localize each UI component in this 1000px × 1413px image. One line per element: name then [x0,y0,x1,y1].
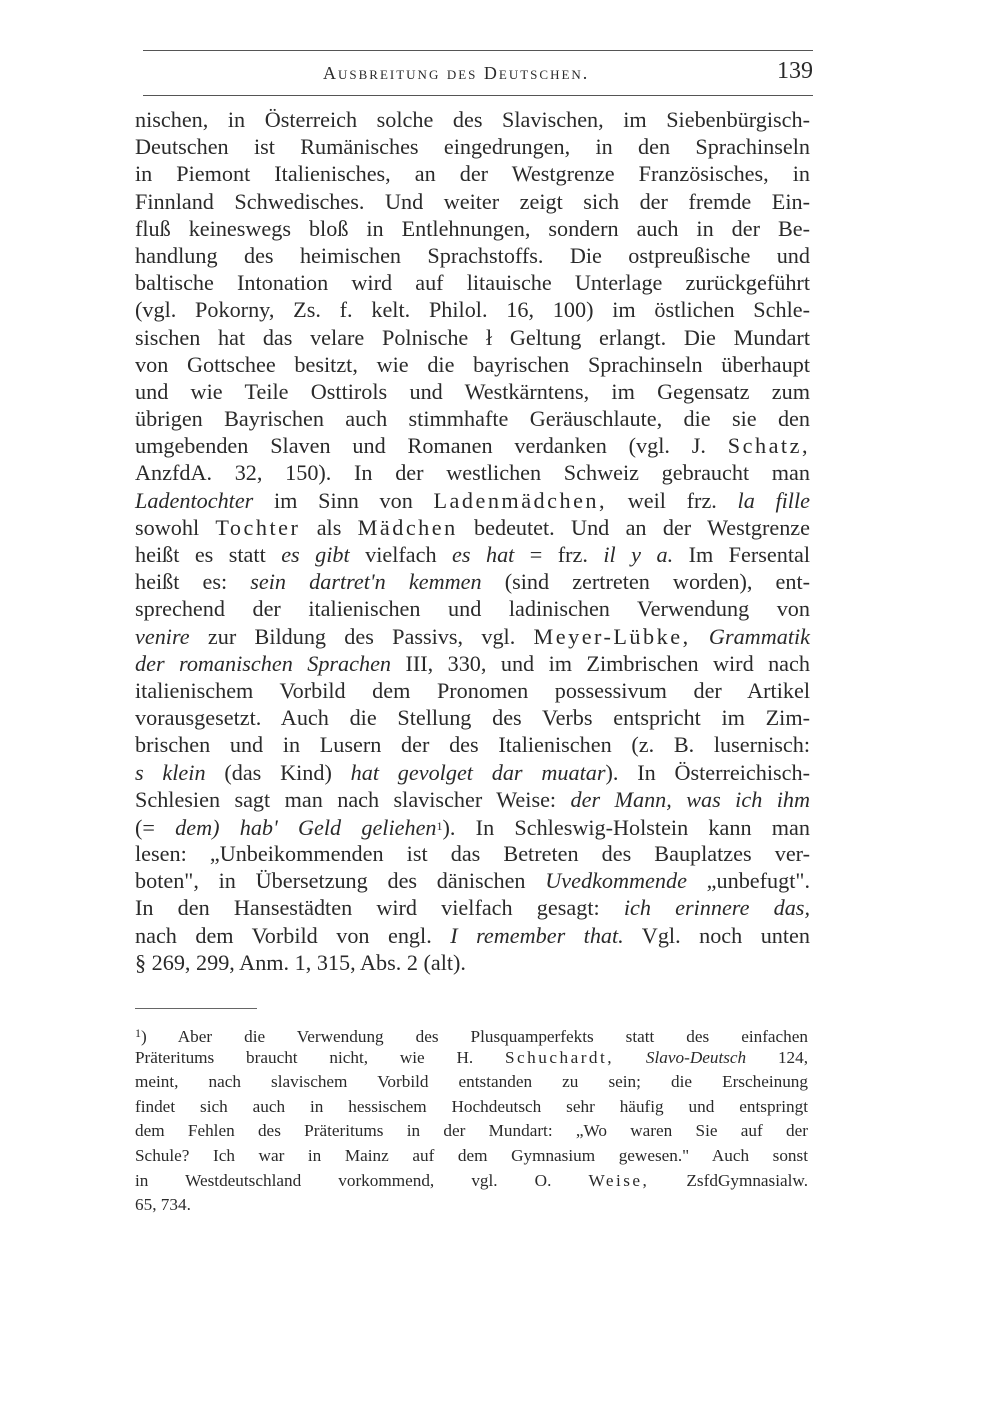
footnote [135,1021,808,1218]
text-line: handlung des heimischen Sprachstoffs. Die ostpreußische und [135,242,810,268]
footnote-line: 65, 734. [135,1195,191,1215]
text-line: AnzfdA. 32, 150). In der westlichen Schweiz gebraucht man [135,460,810,486]
text-line: heißt es statt es gibt vielfach es hat = frz. il y a. Im Fersental [135,542,811,567]
text-line: italienischem Vorbild dem Pronomen possessivum der Artikel [135,677,810,703]
text-line: In den Hansestädten wird vielfach gesagt: ich erinnere das, [135,895,810,921]
text-line: vorausgesetzt. Auch die Stellung des Verbs entspricht im Zim- [135,705,810,731]
text-line: boten", in Übersetzung des dänischen Uvedkommende „unbefugt". [135,868,810,894]
header-rule [143,95,813,96]
top-rule [143,50,813,51]
text-line: § 269, 299, Anm. 1, 315, Abs. 2 (alt). [135,949,466,975]
running-title: Ausbreitung des Deutschen. [323,63,590,83]
footnote-line: findet sich auch in hessischem Hochdeutsch sehr häufig und entspringt [135,1096,808,1116]
running-head [143,60,813,88]
footnote-line: Präteritums braucht nicht, wie H. Schuchardt, Slavo-Deutsch 124, [135,1047,809,1067]
text-line: fluß keineswegs bloß in Entlehnungen, sondern auch in der Be- [135,215,810,241]
footnote-line: Schule? Ich war in Mainz auf dem Gymnasium gewesen." Auch sonst [135,1145,808,1165]
text-line: Schlesien sagt man nach slavischer Weise: der Mann, was ich ihm [135,786,810,812]
text-line: lesen: „Unbeikommenden ist das Betreten des Bauplatzes ver- [135,841,810,867]
text-line: sowohl Tochter als Mädchen bedeutet. Und an der Westgrenze [135,514,810,540]
text-line: von Gottschee besitzt, wie die bayrischen Sprachinseln überhaupt [135,351,810,377]
text-line: sischen hat das velare Polnische ł Geltung erlangt. Die Mundart [135,324,810,350]
text-line: venire zur Bildung des Passivs, vgl. Meyer-Lübke, Grammatik [135,623,810,649]
text-line: (vgl. Pokorny, Zs. f. kelt. Philol. 16, 100) im östlichen Schle- [135,297,810,323]
text-line: nach dem Vorbild von engl. I remember that. Vgl. noch unten [135,922,810,948]
footnote-marker: 1 [436,818,443,833]
text-line: in Piemont Italienisches, an der Westgrenze Französisches, in [135,161,810,187]
text-line: Ladentochter im Sinn von Ladenmädchen, weil frz. la fille [135,487,810,513]
footnote-line: dem Fehlen des Präteritums in der Mundart: „Wo waren Sie auf der [135,1121,808,1141]
page-number: 139 [777,58,813,84]
footnote-line: $^1$) Aber die Verwendung des Plusquamperfekts statt des einfachen [135,1026,808,1046]
text-line: Finnland Schwedisches. Und weiter zeigt sich der fremde Ein- [135,188,810,214]
text-line: brischen und in Lusern der des Italienischen (z. B. lusernisch: [135,732,810,758]
footnote-line: in Westdeutschland vorkommend, vgl. O. Weise, ZsfdGymnasialw. [135,1170,808,1190]
text-line: baltische Intonation wird auf litauische Unterlage zurückgeführt [135,270,810,296]
text-line: umgebenden Slaven und Romanen verdanken (vgl. J. Schatz, [135,433,810,459]
text-line: heißt es: sein dartret'n kemmen (sind zertreten worden), ent- [135,569,811,595]
main-text [135,106,810,976]
footnote-line: meint, nach slavischem Vorbild entstanden zu sein; die Erscheinung [135,1072,808,1092]
footnote-rule [135,1008,257,1009]
text-line: Deutschen ist Rumänisches eingedrungen, in den Sprachinseln [135,134,810,160]
text-line: nischen, in Österreich solche des Slavischen, im Siebenbürgisch- [135,107,810,132]
text-line: sprechend der italienischen und ladinischen Verwendung von [135,596,810,622]
text-line: der romanischen Sprachen III, 330, und im Zimbrischen wird nach [135,650,810,676]
footnote-number: 1 [135,1026,141,1040]
text-line: (= dem) hab' Geld geliehen$^1$). In Schleswig-Holstein kann man [135,814,810,840]
text-line: übrigen Bayrischen auch stimmhafte Geräuschlaute, die sie den [135,406,810,432]
text-line: s klein (das Kind) hat gevolget dar muatar). In Österreichisch- [135,759,810,785]
text-line: und wie Teile Osttirols und Westkärntens, im Gegensatz zum [135,378,810,404]
